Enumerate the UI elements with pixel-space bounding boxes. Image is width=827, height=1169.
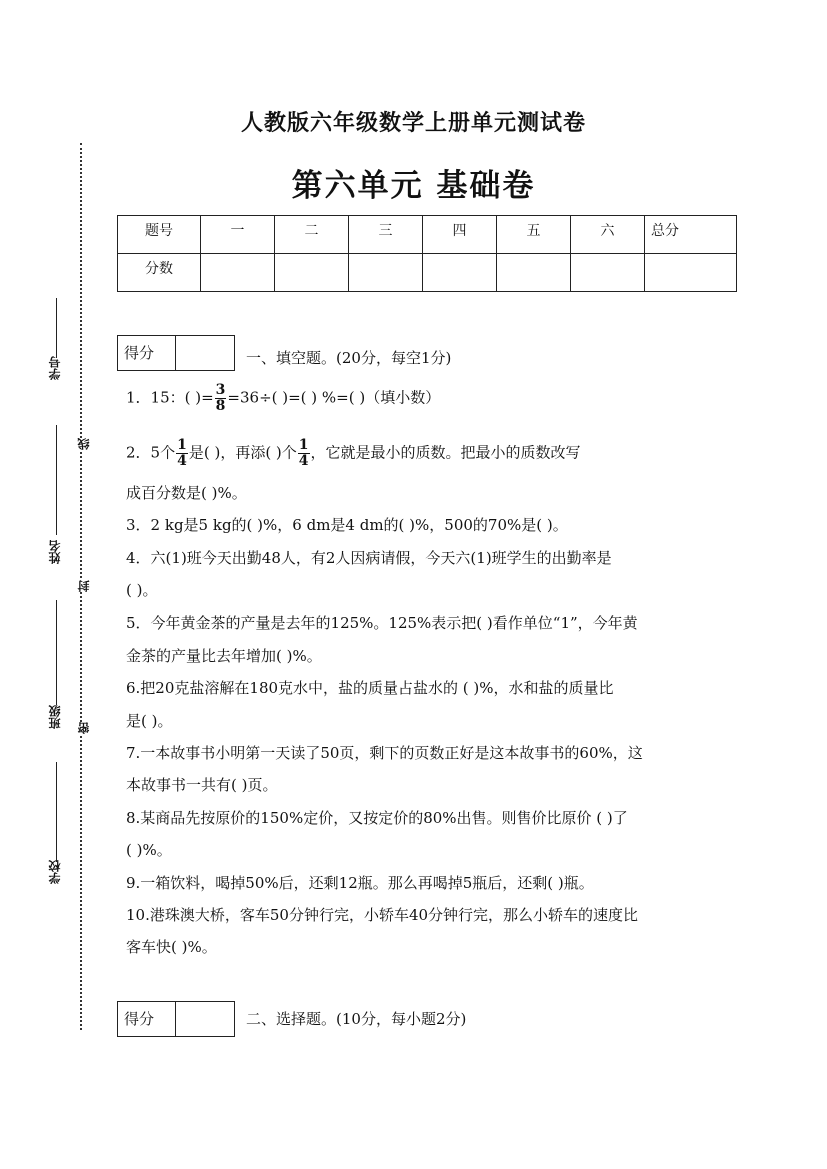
question-2 — [126, 438, 726, 469]
score-input-cell[interactable] — [423, 254, 497, 292]
field-label-name: 姓名 — [48, 540, 62, 564]
table-cell: 一 — [201, 216, 275, 254]
seal-char: 封 — [77, 580, 91, 592]
question-6-cont: 是( )。 — [126, 712, 173, 730]
question-2-cont: 成百分数是( )%。 — [126, 484, 247, 502]
score-input-cell[interactable] — [571, 254, 645, 292]
exam-title: 第六单元 基础卷 — [291, 168, 536, 204]
question-4-cont: ( )。 — [126, 581, 158, 599]
fraction-denominator: 4 — [298, 453, 309, 469]
table-cell: 三 — [349, 216, 423, 254]
question-7: 7.一本故事书小明第一天读了50页，剩下的页数正好是这本故事书的60%，这 — [126, 744, 643, 762]
score-box — [117, 335, 235, 371]
fraction-numerator: 3 — [215, 382, 226, 398]
field-label-class: 班级 — [48, 705, 62, 729]
question-1 — [126, 383, 726, 414]
fraction-numerator: 1 — [177, 437, 187, 453]
question-5: 5．今年黄金茶的产量是去年的125%。125%表示把( )看作单位“1”，今年黄 — [126, 614, 638, 632]
score-input-cell[interactable] — [349, 254, 423, 292]
score-table — [117, 215, 737, 292]
fraction — [176, 438, 188, 469]
fraction-denominator: 4 — [177, 453, 187, 469]
question-5-cont: 金茶的产量比去年增加( )%。 — [126, 647, 322, 665]
score-box-input[interactable] — [176, 1002, 234, 1036]
table-cell: 六 — [571, 216, 645, 254]
exam-subtitle: 人教版六年级数学上册单元测试卷 — [240, 110, 586, 136]
field-line — [56, 425, 57, 535]
question-3: 3．2 kg是5 kg的( )%，6 dm是4 dm的( )%，500的70%是( )。 — [126, 516, 568, 534]
table-cell: 二 — [275, 216, 349, 254]
table-cell: 分数 — [118, 254, 201, 292]
fraction-denominator: 8 — [215, 398, 226, 414]
question-10: 10.港珠澳大桥，客车50分钟行完，小轿车40分钟行完，那么小轿车的速度比 — [126, 906, 639, 924]
score-input-cell[interactable] — [275, 254, 349, 292]
question-7-cont: 本故事书一共有( )页。 — [126, 776, 278, 794]
question-4: 4．六(1)班今天出勤48人，有2人因病请假，今天六(1)班学生的出勤率是 — [126, 549, 612, 567]
fraction — [215, 383, 227, 414]
table-cell: 总分 — [645, 216, 737, 254]
question-text: 1．15：( )= — [126, 388, 214, 407]
question-text: 是( )，再添( )个 — [188, 443, 297, 462]
score-input-cell[interactable] — [497, 254, 571, 292]
score-table-header-row — [118, 216, 737, 254]
table-cell: 五 — [497, 216, 571, 254]
section-title: 一、填空题。(20分，每空1分) — [246, 349, 452, 367]
question-8-cont: ( )%。 — [126, 841, 172, 859]
table-cell: 四 — [423, 216, 497, 254]
seal-char: 密 — [77, 722, 91, 734]
score-input-cell[interactable] — [645, 254, 737, 292]
score-box-label: 得分 — [118, 1002, 176, 1036]
question-text: 2．5个 — [126, 443, 176, 462]
table-cell: 题号 — [118, 216, 201, 254]
section-title: 二、选择题。(10分，每小题2分) — [246, 1010, 467, 1028]
score-input-cell[interactable] — [201, 254, 275, 292]
question-text: ，它就是最小的质数。把最小的质数改写 — [310, 443, 581, 462]
score-table-score-row — [118, 254, 737, 292]
field-label-school: 学校 — [48, 860, 62, 884]
field-line — [56, 762, 57, 862]
fraction-numerator: 1 — [298, 437, 309, 453]
question-8: 8.某商品先按原价的150%定价，又按定价的80%出售。则售价比原价 ( )了 — [126, 809, 628, 827]
score-box — [117, 1001, 235, 1037]
question-9: 9.一箱饮料，喝掉50%后，还剩12瓶。那么再喝掉5瓶后，还剩( )瓶。 — [126, 874, 594, 892]
score-box-label: 得分 — [118, 336, 176, 370]
question-10-cont: 客车快( )%。 — [126, 938, 217, 956]
question-text: =36÷( )=( ) %=( )（填小数） — [227, 388, 441, 407]
field-label-student-id: 学号 — [48, 356, 62, 380]
score-box-input[interactable] — [176, 336, 234, 370]
field-line — [56, 298, 57, 358]
question-6: 6.把20克盐溶解在180克水中，盐的质量占盐水的 ( )%，水和盐的质量比 — [126, 679, 614, 697]
fraction — [298, 438, 310, 469]
seal-char: 线 — [77, 438, 91, 450]
field-line — [56, 600, 57, 705]
